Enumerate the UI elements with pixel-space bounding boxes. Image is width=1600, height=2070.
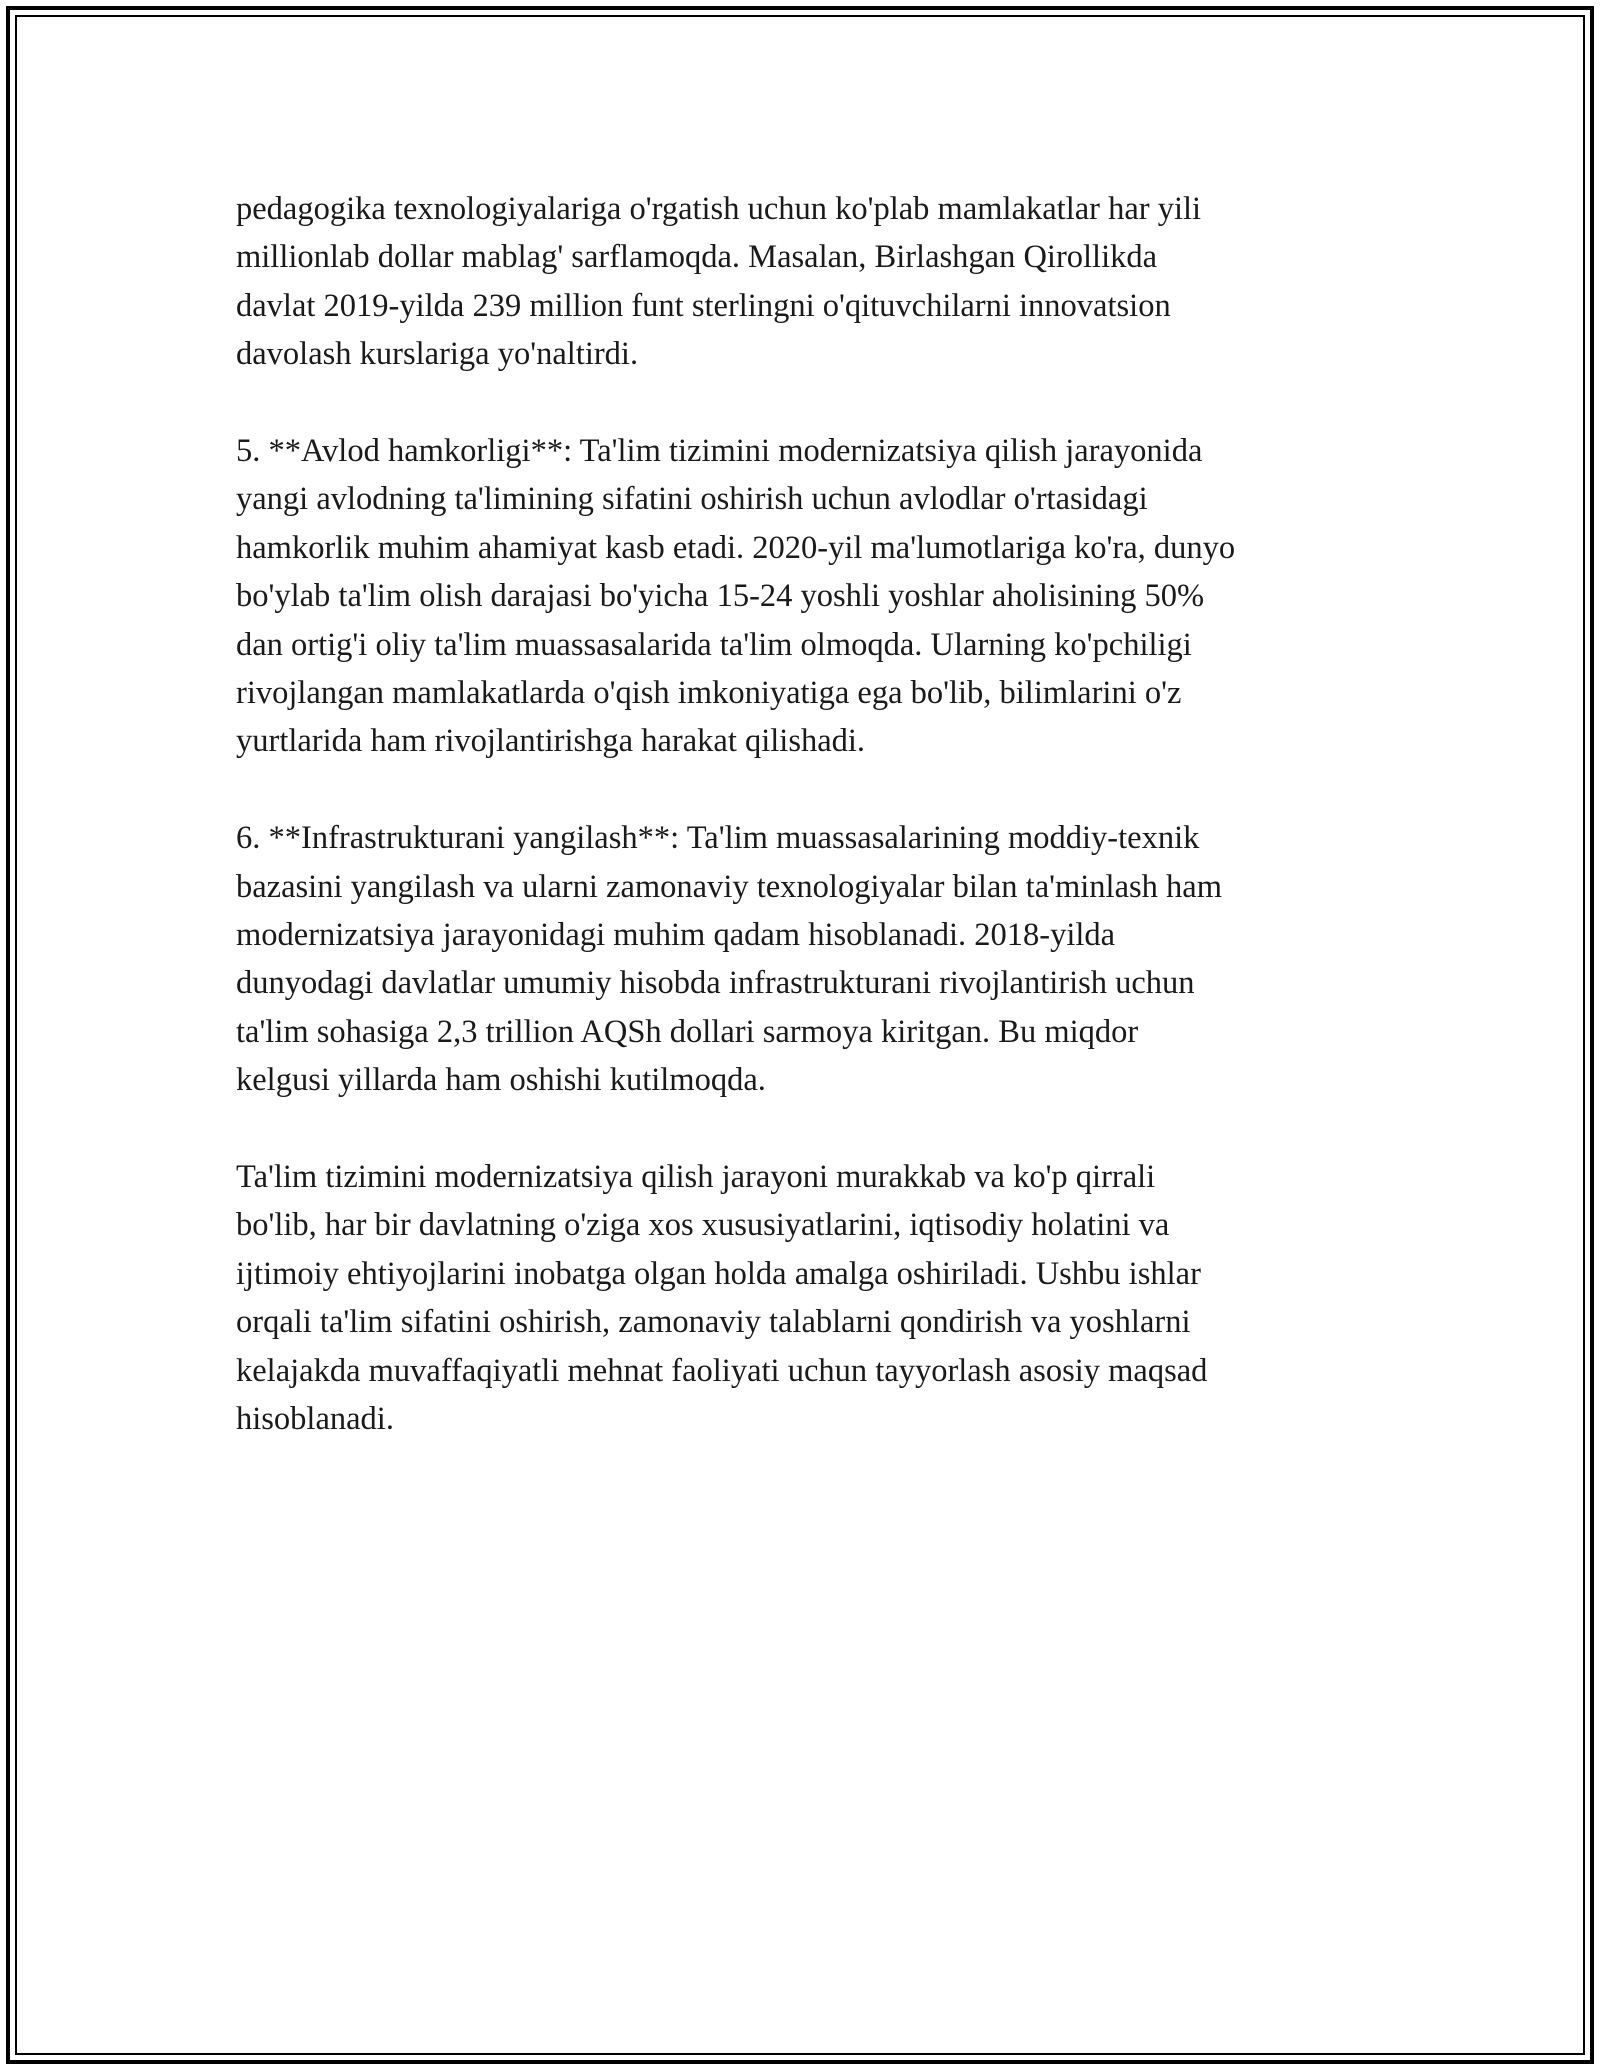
text-line: yangi avlodning ta'limining sifatini oshirish uchun avlodlar o'rtasidagi bbox=[236, 481, 1148, 518]
text-line: ta'lim sohasiga 2,3 trillion AQSh dollari sarmoya kiritgan. Bu miqdor bbox=[236, 1013, 1139, 1050]
document-body bbox=[236, 185, 1376, 1492]
text-line: davolash kurslariga yo'naltirdi. bbox=[236, 336, 639, 373]
text-line: rivojlangan mamlakatlarda o'qish imkoniyatiga ega bo'lib, bilimlarini o'z bbox=[236, 675, 1182, 712]
paragraph-infrastructure-update bbox=[236, 814, 1376, 1104]
text-line: ijtimoiy ehtiyojlarini inobatga olgan holda amalga oshiriladi. Ushbu ishlar bbox=[236, 1255, 1201, 1292]
text-line: kelajakda muvaffaqiyatli mehnat faoliyati uchun tayyorlash asosiy maqsad bbox=[236, 1352, 1208, 1389]
text-line: dan ortig'i oliy ta'lim muassasalarida ta'lim olmoqda. Ularning ko'pchiligi bbox=[236, 626, 1192, 663]
text-line: orqali ta'lim sifatini oshirish, zamonaviy talablarni qondirish va yoshlarni bbox=[236, 1304, 1191, 1341]
text-line: modernizatsiya jarayonidagi muhim qadam hisoblanadi. 2018-yilda bbox=[236, 917, 1116, 954]
text-line: millionlab dollar mablag' sarflamoqda. Masalan, Birlashgan Qirollikda bbox=[236, 239, 1158, 276]
text-line: davlat 2019-yilda 239 million funt sterlingni o'qituvchilarni innovatsion bbox=[236, 287, 1171, 324]
text-line: 5. **Avlod hamkorligi**: Ta'lim tizimini modernizatsiya qilish jarayonida bbox=[236, 433, 1203, 470]
paragraph-generation-cooperation bbox=[236, 427, 1376, 766]
text-line: yurtlarida ham rivojlantirishga harakat qilishadi. bbox=[236, 723, 866, 760]
text-line: 6. **Infrastrukturani yangilash**: Ta'lim muassasalarining moddiy-texnik bbox=[236, 820, 1200, 857]
paragraph-conclusion bbox=[236, 1153, 1376, 1443]
text-line: dunyodagi davlatlar umumiy hisobda infrastrukturani rivojlantirish uchun bbox=[236, 965, 1195, 1002]
text-line: pedagogika texnologiyalariga o'rgatish uchun ko'plab mamlakatlar har yili bbox=[236, 191, 1202, 227]
paragraph-teacher-training bbox=[236, 185, 1376, 379]
text-line: hamkorlik muhim ahamiyat kasb etadi. 2020-yil ma'lumotlariga ko'ra, dunyo bbox=[236, 529, 1236, 566]
text-line: kelgusi yillarda ham oshishi kutilmoqda. bbox=[236, 1062, 766, 1099]
text-line: hisoblanadi. bbox=[236, 1401, 394, 1438]
text-line: bo'ylab ta'lim olish darajasi bo'yicha 15-24 yoshli yoshlar aholisining 50% bbox=[236, 578, 1205, 615]
text-line: Ta'lim tizimini modernizatsiya qilish jarayoni murakkab va ko'p qirrali bbox=[236, 1159, 1156, 1196]
text-line: bo'lib, har bir davlatning o'ziga xos xususiyatlarini, iqtisodiy holatini va bbox=[236, 1207, 1170, 1244]
text-line: bazasini yangilash va ularni zamonaviy texnologiyalar bilan ta'minlash ham bbox=[236, 868, 1222, 905]
